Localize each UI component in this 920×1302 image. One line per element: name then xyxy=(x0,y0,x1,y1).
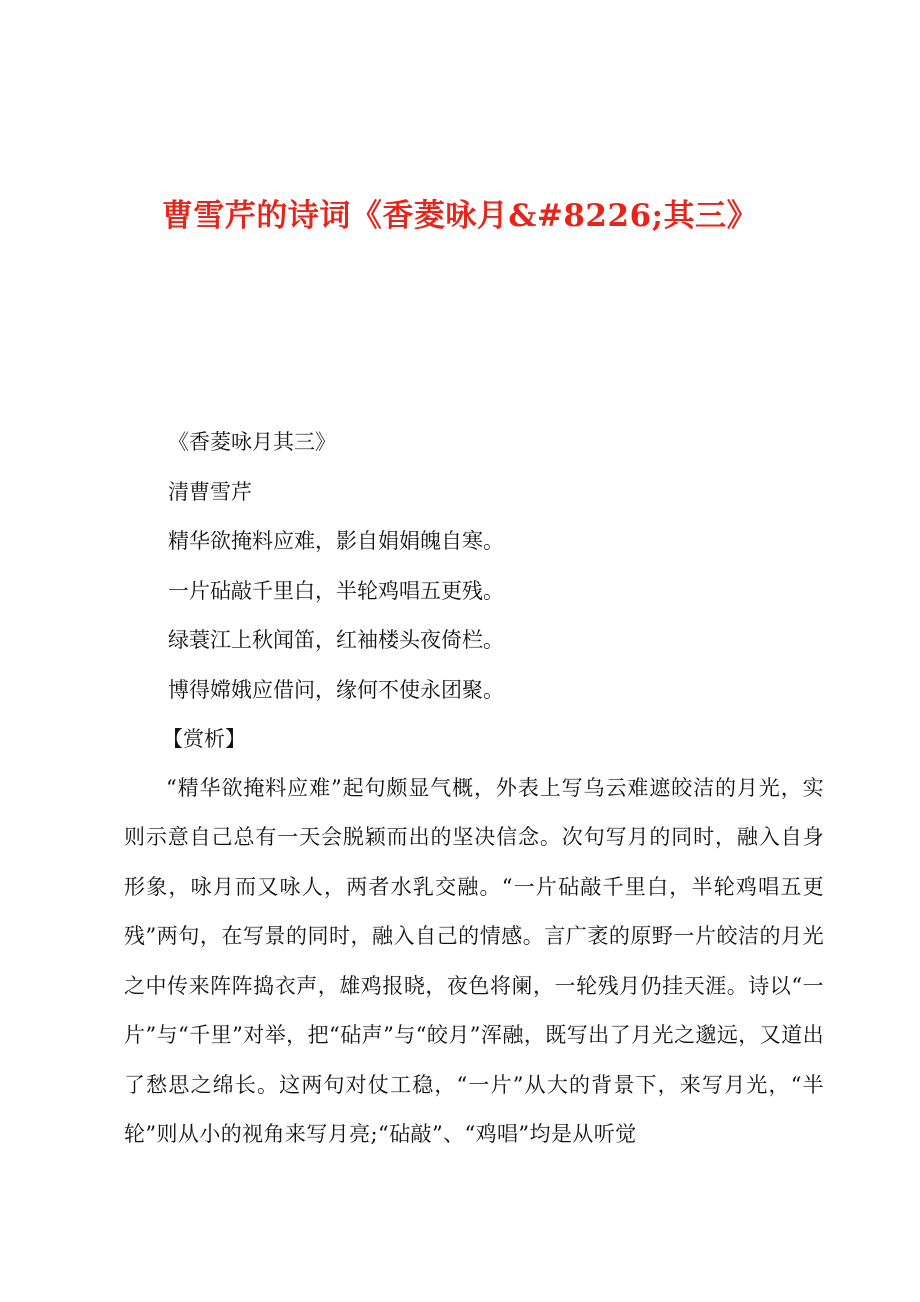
appreciation-paragraph: “精华欲掩料应难”起句颇显气概，外表上写乌云难遮皎洁的月光，实则示意自己总有一天会脱颖而出的坚决信念。次句写月的同时，融入自身形象，咏月而又咏人，两者水乳交融。“一片砧敲千里白，半轮鸡唱五更残”两句，在写景的同时，融入自己的情感。言广袤的原野一片皎洁的月光之中传来阵阵捣衣声，雄鸡报晓，夜色将阑，一轮残月仍挂天涯。诗以“一片”与“千里”对举，把“砧声”与“皎月”浑融，既写出了月光之邈远，又道出了愁思之绵长。这两句对仗工稳，“一片”从大的背景下，来写月光，“半轮”则从小的视角来写月亮;“砧敲”、“鸡唱”均是从听觉 xyxy=(124,775,824,1146)
poem-line-1: 精华欲掩料应难，影自娟娟魄自寒。 xyxy=(168,529,504,553)
appreciation-heading: 【赏析】 xyxy=(162,727,246,751)
poem-line-3: 绿蓑江上秋闻笛，红袖楼头夜倚栏。 xyxy=(168,628,504,652)
poem-line-2: 一片砧敲千里白，半轮鸡唱五更残。 xyxy=(168,578,504,603)
poem-line-4: 博得嫦娥应借问，缘何不使永团聚。 xyxy=(168,677,504,702)
document-title: 曹雪芹的诗词《香菱咏月&#8226;其三》 xyxy=(161,198,759,234)
document-body xyxy=(124,427,824,1160)
poem-name: 《香菱咏月其三》 xyxy=(168,430,336,454)
poem-author: 清曹雪芹 xyxy=(168,479,252,504)
